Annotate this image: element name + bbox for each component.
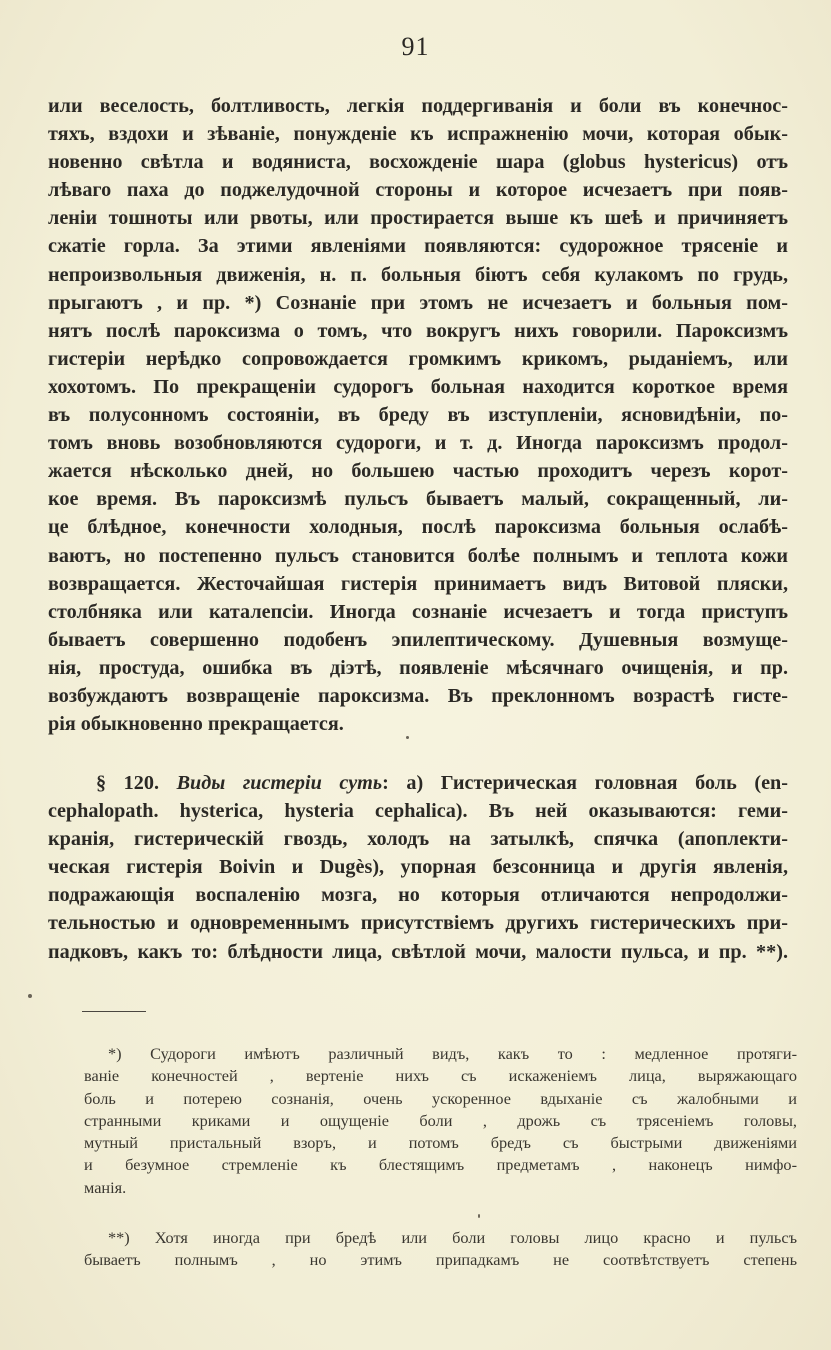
section-title: Виды гистеріи суть — [176, 772, 383, 794]
paper-speck — [406, 736, 409, 739]
text-line: рія обыкновенно прекращается. — [48, 713, 344, 736]
text-line: ваютъ, но постепенно пульсъ становится болѣе полнымъ и теплота кожи — [48, 544, 788, 567]
footnote-line: *) Судороги имѣютъ различный видъ, какъ то : медленное протяги- — [108, 1044, 797, 1063]
footnote-line: боль и потерею сознанія, очень ускоренное вдыханіе съ жалобными и — [84, 1088, 797, 1108]
footnote-line: бываетъ полнымъ , но этимъ припадкамъ не соотвѣтствуетъ степень — [84, 1250, 797, 1270]
text-line: хохотомъ. По прекращеніи судорогъ больная находится короткое время — [48, 375, 788, 398]
text-line: возбуждаютъ возвращеніе пароксизма. Въ преклонномъ возрастѣ гисте- — [48, 684, 788, 707]
text-line: падковъ, какъ то: блѣдности лица, свѣтлой мочи, малости пульса, и пр. **). — [48, 940, 788, 963]
text-line: возвращается. Жесточайшая гистерія принимаетъ видъ Витовой пляски, — [48, 572, 788, 595]
footnote-line: ваніе конечностей , вертеніе нихъ съ искаженіемъ лица, выряжающаго — [84, 1066, 797, 1086]
text-line: гистеріи нерѣдко сопровождается громкимъ крикомъ, рыданіемъ, или — [48, 347, 788, 370]
text-line: лѣваго паха до поджелудочной стороны и которое исчезаетъ при появ- — [48, 179, 788, 202]
text-fragment: : a) Гистерическая головная боль (en- — [382, 772, 789, 794]
text-line: въ полусонномъ состояніи, въ бреду въ изступленіи, ясновидѣніи, по- — [48, 404, 788, 427]
footnote-line: странными криками и ощущеніе боли , дрожь съ трясеніемъ головы, — [84, 1110, 797, 1130]
text-line: сжатіе горла. За этими явленіями появляются: судорожное трясеніе и — [48, 235, 788, 258]
footnote-line: мутный пристальный взоръ, и потомъ бредъ съ быстрыми движеніями — [84, 1133, 797, 1153]
footnote-separator — [82, 1011, 146, 1012]
text-line: подражающія воспаленію мозга, но которыя отличаются непродолжи- — [48, 884, 788, 907]
footnote-1 — [84, 1043, 797, 1199]
text-line: нія, простуда, ошибка въ діэтѣ, появленіе мѣсячнаго очищенія, и пр. — [48, 656, 788, 679]
text-line: тяхъ, вздохи и зѣваніе, понужденіе къ испражненію мочи, которая обык- — [48, 123, 788, 146]
page-number: 91 — [401, 32, 430, 61]
section-mark: § 120. — [96, 772, 159, 794]
footnote-line: манія. — [84, 1177, 127, 1197]
main-paragraph — [48, 92, 788, 738]
text-line: тельностью и одновременнымъ присутствіемъ другихъ гистерическихъ при- — [48, 912, 788, 935]
text-line: или веселость, болтливость, легкія поддергиванія и боли въ конечнос- — [48, 95, 788, 117]
text-line: жается нѣсколько дней, но большею частью проходитъ черезъ корот- — [48, 460, 788, 483]
paper-speck — [28, 994, 32, 998]
paper-speck — [478, 1214, 480, 1218]
text-line: прыгаютъ , и пр. *) Сознаніе при этомъ не исчезаетъ и больныя пом- — [48, 291, 788, 314]
section-heading-line — [48, 769, 788, 797]
text-line: бываетъ совершенно подобенъ эпилептическому. Душевныя возмуще- — [48, 628, 788, 651]
text-line: леніи тошноты или рвоты, или простирается выше къ шеѣ и причиняетъ — [48, 207, 788, 230]
text-line: це блѣдное, конечности холодныя, послѣ пароксизма больныя ослабѣ- — [48, 516, 788, 539]
footnote-line: и безумное стремленіе къ блестящимъ предметамъ , наконецъ нимфо- — [84, 1155, 797, 1175]
text-line: новенно свѣтла и водяниста, восхожденіе шара (globus hystericus) отъ — [48, 151, 788, 174]
text-line: нятъ послѣ пароксизма о томъ, что вокругъ нихъ говорили. Пароксизмъ — [48, 319, 788, 342]
footnote-line: **) Хотя иногда при бредѣ или боли головы лицо красно и пульсъ — [108, 1228, 797, 1247]
text-line: кое время. Въ пароксизмѣ пульсъ бываетъ малый, сокращенный, ли- — [48, 488, 788, 511]
text-line: кранія, гистерическій гвоздь, холодъ на затылкѣ, спячка (апоплекти- — [48, 828, 788, 851]
text-line: томъ вновь возобновляются судороги, и т. д. Иногда пароксизмъ продол- — [48, 432, 788, 455]
section-120-paragraph — [48, 769, 788, 966]
text-line: cephalopath. hysterica, hysteria cephalica). Въ ней оказываются: геми- — [48, 800, 788, 823]
text-line: столбняка или каталепсіи. Иногда сознаніе исчезаетъ и тогда приступъ — [48, 600, 788, 623]
text-line: непроизвольныя движенія, н. п. больныя біютъ себя кулакомъ по грудь, — [48, 263, 788, 286]
footnote-2 — [84, 1227, 797, 1272]
text-line: ческая гистерія Boivin и Dugès), упорная безсонница и другія явленія, — [48, 856, 788, 879]
